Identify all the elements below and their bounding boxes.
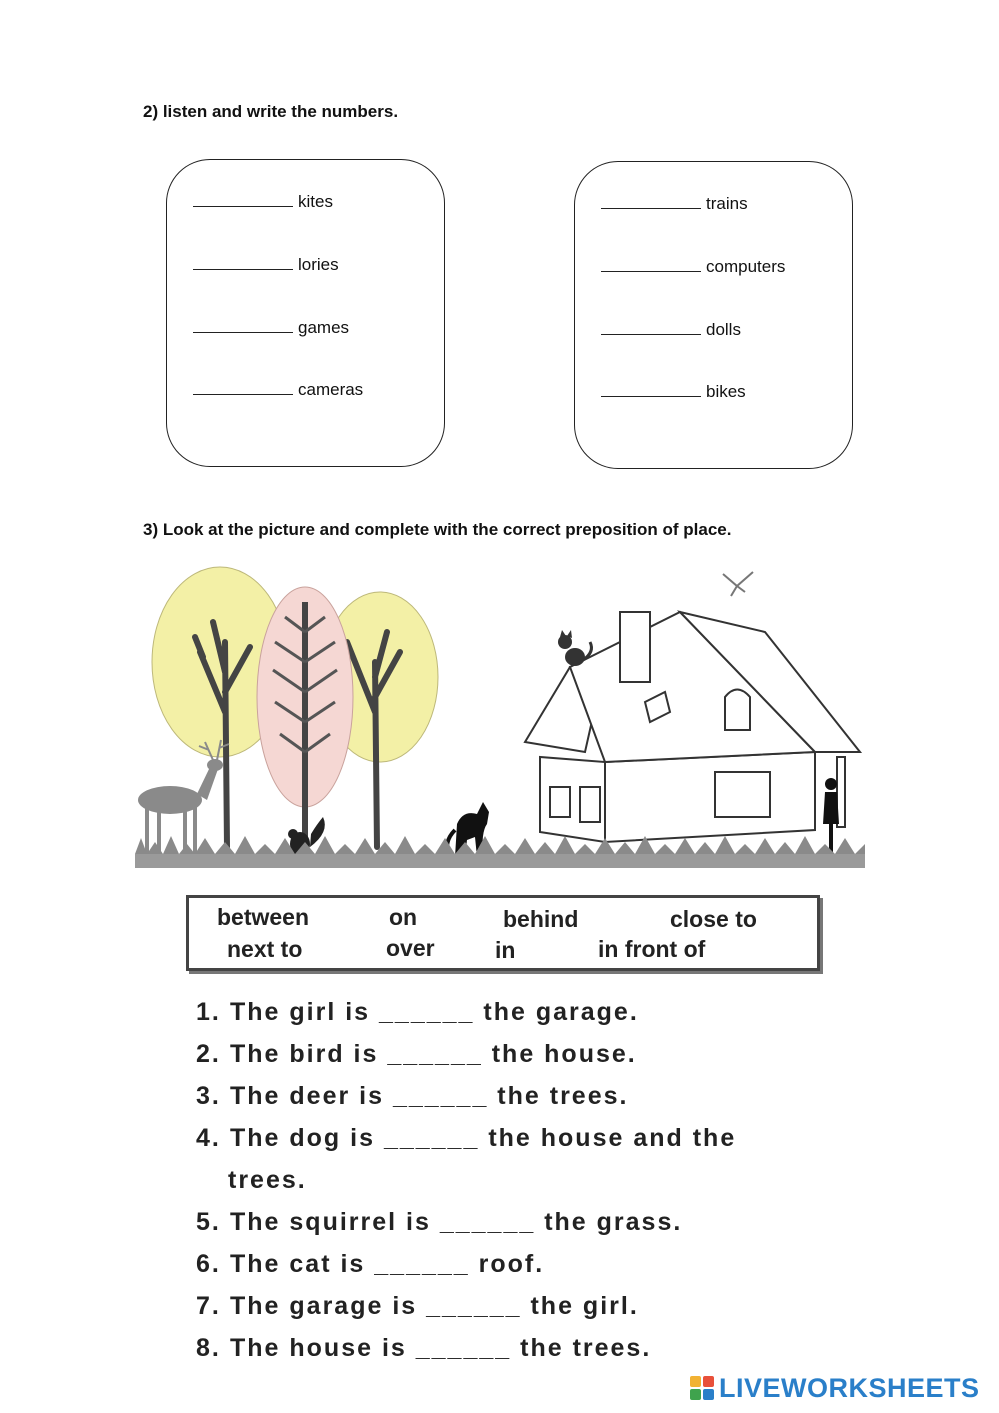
question-item[interactable] (196, 1124, 736, 1153)
question-item[interactable] (196, 1334, 651, 1363)
item-label: games (298, 318, 350, 337)
answer-row[interactable] (601, 257, 785, 277)
question-text-continued: trees. (228, 1166, 307, 1194)
answer-box-left (166, 159, 445, 467)
answer-blank[interactable] (601, 382, 701, 397)
answer-blank[interactable] (193, 380, 293, 395)
item-label: lories (298, 255, 339, 274)
question-text: The dog is ______ the house and the (230, 1124, 737, 1152)
question-number: 3. (196, 1082, 221, 1110)
answer-blank[interactable] (601, 320, 701, 335)
answer-row[interactable] (193, 192, 333, 212)
answer-blank[interactable] (601, 257, 701, 272)
word-bank (186, 895, 820, 971)
house-trees-illustration (125, 562, 865, 882)
item-label: bikes (706, 382, 746, 401)
section-3-title: 3) Look at the picture and complete with the correct preposition of place. (143, 520, 732, 539)
word-bank-item: next to (227, 936, 303, 962)
tree-middle (257, 587, 353, 852)
grass-icon (135, 836, 865, 868)
question-text: The cat is ______ roof. (230, 1250, 545, 1278)
item-label: cameras (298, 380, 364, 399)
word-bank-item: on (389, 904, 418, 930)
word-bank-item: between (217, 904, 310, 930)
word-bank-item: in (495, 937, 516, 963)
item-label: dolls (706, 320, 741, 339)
question-number: 4. (196, 1124, 221, 1152)
answer-row[interactable] (193, 318, 349, 338)
word-bank-item: close to (670, 906, 757, 932)
liveworksheets-logo-icon (689, 1375, 715, 1401)
liveworksheets-brand (689, 1372, 980, 1404)
question-number: 6. (196, 1250, 221, 1278)
section-2-title: 2) listen and write the numbers. (143, 102, 399, 121)
answer-blank[interactable] (193, 192, 293, 207)
answer-box-right (574, 161, 853, 469)
answer-row[interactable] (601, 320, 741, 340)
question-item[interactable] (196, 1040, 637, 1069)
answer-blank[interactable] (193, 318, 293, 333)
word-bank-item: behind (503, 906, 579, 932)
answer-blank[interactable] (601, 194, 701, 209)
question-number: 7. (196, 1292, 221, 1320)
answer-row[interactable] (193, 255, 339, 275)
answer-row[interactable] (601, 382, 746, 402)
house-icon (525, 612, 860, 842)
bird-icon (723, 572, 753, 596)
question-number: 8. (196, 1334, 221, 1362)
question-item[interactable] (196, 1292, 639, 1321)
question-text: The house is ______ the trees. (230, 1334, 652, 1362)
answer-row[interactable] (601, 194, 748, 214)
word-bank-item: in front of (598, 936, 706, 962)
item-label: computers (706, 257, 786, 276)
question-item[interactable] (196, 1082, 628, 1111)
question-text: The girl is ______ the garage. (230, 998, 639, 1026)
word-bank-item: over (386, 935, 435, 961)
answer-row[interactable] (193, 380, 363, 400)
question-text: The garage is ______ the girl. (230, 1292, 639, 1320)
item-label: trains (706, 194, 748, 213)
brand-text: LIVEWORKSHEETS (719, 1372, 980, 1403)
question-item[interactable] (196, 1250, 544, 1279)
question-text: The squirrel is ______ the grass. (230, 1208, 683, 1236)
item-label: kites (298, 192, 333, 211)
question-item[interactable] (196, 998, 639, 1027)
question-item[interactable] (196, 1208, 682, 1237)
question-number: 5. (196, 1208, 221, 1236)
question-text: The deer is ______ the trees. (230, 1082, 629, 1110)
question-number: 1. (196, 998, 221, 1026)
question-text: The bird is ______ the house. (230, 1040, 637, 1068)
answer-blank[interactable] (193, 255, 293, 270)
question-number: 2. (196, 1040, 221, 1068)
